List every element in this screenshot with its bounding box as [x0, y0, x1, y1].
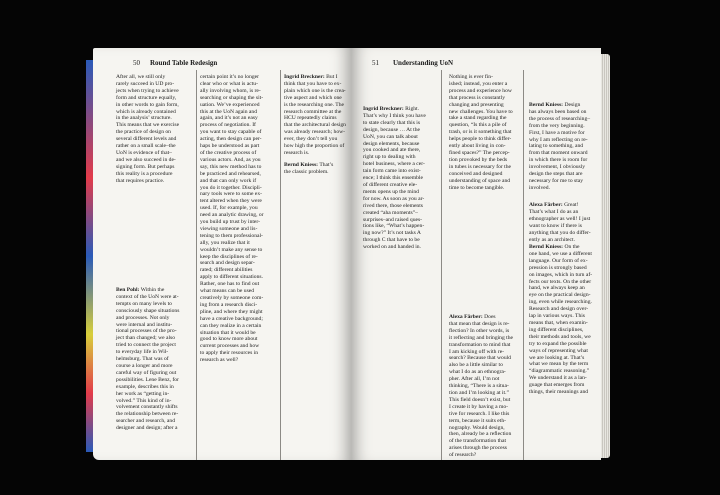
running-head: Round Table Redesign	[150, 59, 218, 67]
column-right-3-lower	[529, 244, 592, 396]
column-right-3-middle	[529, 202, 591, 243]
speaker-name: Bernd Kniess:	[529, 244, 564, 250]
column-right-2	[449, 74, 513, 191]
paragraph: That’s the classic problem.	[284, 162, 334, 175]
speaker-name: Ben Pohl:	[116, 287, 140, 293]
paragraph: After all, we still only rarely succeed in UD pro- jects when trying to achieve form and structure equally, in other words to gain form, which is already contained in the analysis’ structure. This means that we exercise the practice of design on several different levels and rather on a small scale–the UoN is evidence of that– and we also succeed in de- signing form. But perhaps this reality is a procedure that requires practice.	[116, 74, 180, 184]
column-left-3-lower	[284, 162, 333, 176]
speaker-name: Ingrid Breckner:	[363, 106, 404, 112]
column-rule	[523, 70, 524, 460]
paragraph: certain point it’s no longer clear who or what is actu- ally involving whom, is re- searching or shaping the sit- uation. We’ve experienced this at the UoN again and again, and it’s not an easy process of negotiation. If you want to stay capable of acting, then design can per- haps be understood as part of the creative process of various actors. And, as you say, this new method has to be practiced and rehearsed, and that can only work if you do it together. Discipli- nary tools were to some ex- tent altered when they were used. If, for example, you need an analytic drawing, or you build up trust by inter- viewing someone and lis- tening to them professional- ally, you realize that it wouldn’t make any sense to keep the disciplines of re- search and design separ- rated; different abilities apply to different situations. Rather, one has to find out what means can be used creatively by someone com- ing from a research disci- pline, and where they might have a creative background; can they realize in a certain situation that it would be good to know more about current processes and how to apply their resources in research as well?	[200, 74, 264, 364]
paragraph: Right. That’s why I think you have to state clearly that this is design, because … At the UoN, you can talk about design elements, because you cooked and ate there, right up to dealing with hotel business, where a cer- tain form came into exist- ence; I think this ensemble of different creative ele- ments opens up the mind for now. As soon as you ar- rived there, those elements created “aha moments”– surprises–and raised ques- tions like, “What’s happen- ing now?” It’s not tasks A through C that have to be worked on and handed in.	[363, 106, 426, 251]
column-left-2	[200, 74, 264, 364]
page-number: 50	[133, 59, 140, 67]
speaker-name: Bernd Kniess:	[284, 162, 319, 168]
paragraph: Within the context of the UoN were at- tempts on many levels to consciously shape situations and processes. Not only were internal and institu- tional processes of the pro- ject than changed; we also tried to connect the project to everyday life in Wil- helmsburg. That was of course a longer and more careful way of figuring out possibilities. Lene Benz, for example, describes this in her work as “getting in- volved.” This kind of in- volvement constantly shifts the relationship between re- searcher and research, and designer and design; after a	[116, 287, 180, 432]
column-right-1	[363, 106, 426, 251]
column-right-2-lower	[449, 314, 513, 459]
column-rule	[196, 70, 197, 460]
paragraph: Design has always been based on the process of researching– from the very beginning. First, I have a motive for why I am reflecting on re- lating to something, and from that moment onward in which there is room for involvement, I obviously design the steps that are necessary for me to stay involved.	[529, 102, 591, 191]
right-page	[351, 48, 601, 460]
running-head: Understanding UoN	[393, 59, 454, 67]
book-spread	[93, 48, 610, 460]
column-rule	[441, 70, 442, 460]
page-block-edge	[601, 54, 610, 458]
column-left-3	[284, 74, 346, 157]
paragraph: But I think that you have to ex- plain which one is the crea- tive aspect and which one is the researching one. The research committee at the HCU repeatedly claims that the architectural design was already research; how- ever, they don’t tell you how high the proportion of research is.	[284, 74, 346, 156]
speaker-name: Ingrid Breckner:	[284, 74, 325, 80]
column-rule	[280, 70, 281, 460]
paragraph: Great! That’s what I do as an ethnographer as well! I just want to know if there is anything that you do differ- ently as an architect.	[529, 202, 591, 243]
left-page	[93, 48, 351, 460]
paragraph: Does that mean that design is re- flection? In other words, is it reflecting and bringing the transformation to mind that I am kicking off with re- search? Because that would also be a little similar to what I do as an ethnogra- pher. After all, I’m not thinking, “There is a situa- tion and I’m looking at it.” This field doesn’t exist, but I create it by having a mo- tive for research. I like this term, because it suits eth- nography. Would design, then, already be a reflection of the transformation that arises through the process of research?	[449, 314, 513, 459]
page-number: 51	[372, 59, 379, 67]
paragraph: On the one hand, we use a different language. Our form of ex- pression is strongly based on images, which in turn af- fects our texts. On the other hand, we always keep an eye on the practical design- ing, even while researching. Research and design over- lap in various ways. This means that, when examin- ing different disciplines, their methods and tools, we try to expand the possible ways of representing what we are looking at. That’s what we mean by the term “diagrammatic reasoning.” We understand it as a lan- guage that emerges from things, their meanings and	[529, 244, 593, 396]
speaker-name: Alexa Färber:	[449, 314, 483, 320]
paragraph: Nothing is ever fin- ished; instead, you enter a process and experience how that process is constantly changing and presenting new challenges. You have to take a stand regarding the question, “Is this a pile of trash, or is it something that helps people to think differ- ently about living in con- fined spaces?” The percep- tion provoked by the beds in tubes is necessary for the conceived and designed understanding of space and time to become tangible.	[449, 74, 513, 191]
column-left-1	[116, 74, 179, 185]
speaker-name: Alexa Färber:	[529, 202, 563, 208]
column-left-1-lower	[116, 287, 179, 432]
speaker-name: Bernd Kniess:	[529, 102, 564, 108]
book-cover-edge	[86, 60, 93, 452]
column-right-3	[529, 102, 590, 192]
